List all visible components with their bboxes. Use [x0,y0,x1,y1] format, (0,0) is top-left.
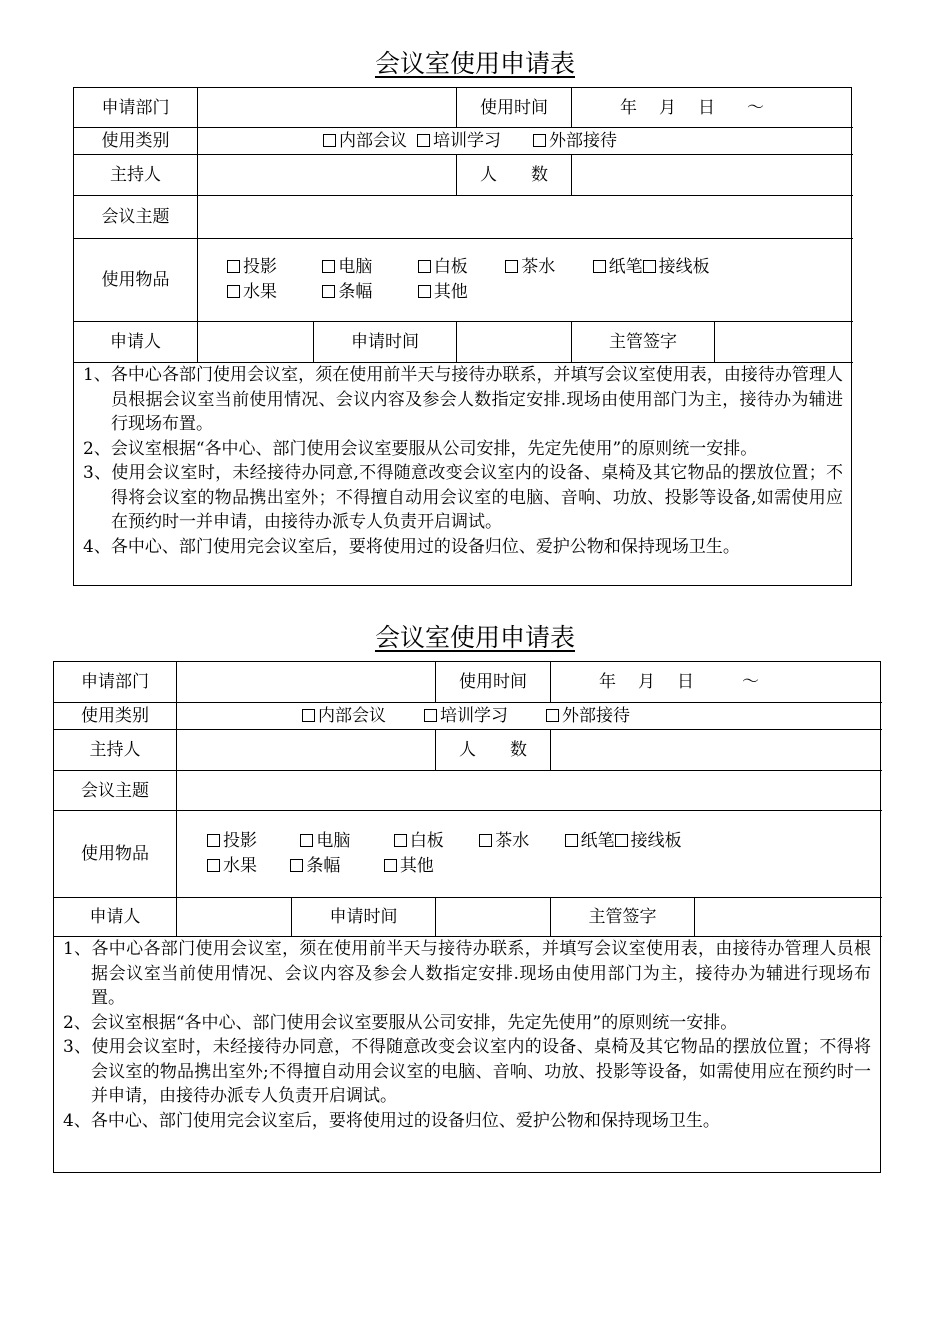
option-label: 培训学习 [440,706,508,726]
apply-time-label: 申请时间 [351,332,419,352]
item-label: 投影 [243,257,277,277]
item-projector[interactable] [207,829,257,854]
option-label: 外部接待 [562,706,630,726]
form-title: 会议室使用申请表 [374,49,575,78]
item-tea[interactable] [479,829,529,854]
host-input[interactable] [177,730,435,770]
applicant-label: 申请人 [110,332,161,352]
category-option-external[interactable] [546,705,630,727]
checkbox-icon [418,260,431,273]
items-options [198,239,852,321]
host-label: 主持人 [110,165,161,185]
item-label: 电脑 [338,257,373,277]
topic-label: 会议主题 [101,207,170,227]
rule-item: 1、各中心各部门使用会议室，须在使用前半天与接待办联系，并填写会议室使用表，由接待办管理人员根据会议室当前使用情况、会议内容及参会人数指定安排.现场由使用部门为主，接待办为辅进行现场布置。 [63,939,871,1008]
checkbox-icon [227,285,240,298]
use-time-label: 使用时间 [480,97,548,118]
item-label: 茶水 [521,257,556,277]
checkbox-icon [227,260,240,273]
item-label: 条幅 [306,856,341,876]
date-month: 月 [638,672,655,692]
items-label: 使用物品 [81,844,149,864]
date-day: 日 [698,97,715,118]
supervisor-signature-input[interactable] [695,898,881,936]
date-tilde: ～ [742,672,759,692]
use-time-input[interactable] [551,662,881,702]
dept-label: 申请部门 [81,672,149,692]
people-label: 人 数 [459,740,527,760]
category-label: 使用类别 [101,131,170,151]
checkbox-icon [615,834,628,847]
applicant-label: 申请人 [89,907,141,927]
item-label: 接线板 [658,257,710,277]
checkbox-icon [207,859,220,872]
category-option-internal[interactable] [323,130,407,152]
item-whiteboard[interactable] [394,829,444,854]
form-title: 会议室使用申请表 [374,623,575,652]
application-form [73,87,852,586]
item-fruit[interactable] [207,854,257,879]
item-label: 投影 [223,831,257,851]
item-fruit[interactable] [227,280,277,305]
apply-time-input[interactable] [436,898,550,936]
item-label: 其他 [399,856,434,876]
category-option-training[interactable] [424,705,508,727]
apply-time-input[interactable] [457,322,571,362]
rule-item: 4、各中心、部门使用完会议室后，要将使用过的设备归位、爱护公物和保持现场卫生。 [63,1110,720,1131]
date-year: 年 [599,672,616,692]
option-label: 内部会议 [318,706,386,726]
checkbox-icon [323,134,336,147]
rules-notes [83,363,843,559]
rule-item: 3、使用会议室时，未经接待办同意,不得随意改变会议室内的设备、桌椅及其它物品的摆放位置；不得将会议室的物品携出室外；不得擅自动用会议室的电脑、音响、功放、投影等设备,如需使用应在预约时一并申请，由接待办派专人负责开启调试。 [83,463,843,532]
item-label: 电脑 [316,831,351,851]
applicant-input[interactable] [177,898,291,936]
rule-item: 2、会议室根据“各中心、部门使用会议室要服从公司安排，先定先使用”的原则统一安排。 [83,438,758,459]
checkbox-icon [643,260,656,273]
checkbox-icon [322,285,335,298]
checkbox-icon [418,285,431,298]
item-paper-pen[interactable] [565,829,615,854]
application-form [53,661,881,1173]
checkbox-icon [417,134,430,147]
item-label: 其他 [433,282,468,302]
checkbox-icon [565,834,578,847]
category-options [198,128,852,154]
rule-item: 1、各中心各部门使用会议室，须在使用前半天与接待办联系，并填写会议室使用表，由接待办管理人员根据会议室当前使用情况、会议内容及参会人数指定安排.现场由使用部门为主，接待办为辅进行现场布置。 [83,365,843,434]
checkbox-icon [394,834,407,847]
checkbox-icon [207,834,220,847]
item-other[interactable] [384,854,434,879]
supervisor-label: 主管签字 [609,332,677,352]
rule-item: 4、各中心、部门使用完会议室后，要将使用过的设备归位、爱护公物和保持现场卫生。 [83,536,740,557]
item-label: 条幅 [338,282,373,302]
checkbox-icon [479,834,492,847]
checkbox-icon [593,260,606,273]
checkbox-icon [290,859,303,872]
date-year: 年 [620,97,637,118]
dept-input[interactable] [198,88,456,127]
item-computer[interactable] [300,829,350,854]
category-option-internal[interactable] [302,705,386,727]
item-computer[interactable] [322,255,372,280]
supervisor-label: 主管签字 [588,907,657,927]
option-label: 内部会议 [339,131,407,151]
category-option-training[interactable] [417,130,501,152]
date-month: 月 [659,97,676,118]
apply-time-label: 申请时间 [329,907,398,927]
item-label: 纸笔 [608,257,643,277]
use-time-label: 使用时间 [459,672,527,692]
topic-input[interactable] [177,771,881,810]
category-options [177,703,881,729]
rule-item: 2、会议室根据“各中心、部门使用会议室要服从公司安排，先定先使用”的原则统一安排。 [63,1012,738,1033]
item-label: 纸笔 [580,831,615,851]
checkbox-icon [384,859,397,872]
people-label: 人 数 [480,165,548,185]
checkbox-icon [533,134,546,147]
item-label: 接线板 [630,831,682,851]
item-label: 白板 [433,257,468,277]
option-label: 培训学习 [433,131,501,151]
items-label: 使用物品 [101,270,170,290]
item-label: 水果 [243,282,277,302]
use-time-input[interactable] [572,88,852,127]
host-input[interactable] [198,155,456,195]
item-other[interactable] [418,280,468,305]
item-tea[interactable] [505,255,555,280]
item-label: 水果 [223,856,257,876]
item-label: 白板 [409,831,444,851]
host-label: 主持人 [89,740,141,760]
item-power-strip[interactable] [643,255,710,280]
date-tilde: ～ [747,97,764,118]
option-label: 外部接待 [549,131,617,151]
dept-input[interactable] [177,662,435,702]
rule-item: 3、使用会议室时，未经接待办同意，不得随意改变会议室内的设备、桌椅及其它物品的摆放位置；不得将会议室的物品携出室外;不得擅自动用会议室的电脑、音响、功放、投影等设备，如需使用应在预约时一并申请，由接待办派专人负责开启调试。 [63,1037,871,1106]
items-options [177,811,881,897]
item-whiteboard[interactable] [418,255,468,280]
topic-label: 会议主题 [81,780,149,801]
item-banner[interactable] [322,280,372,305]
checkbox-icon [546,709,559,722]
item-banner[interactable] [290,854,340,879]
category-option-external[interactable] [533,130,617,152]
checkbox-icon [505,260,518,273]
people-input[interactable] [551,730,881,770]
rules-notes [63,937,871,1133]
item-paper-pen[interactable] [593,255,643,280]
checkbox-icon [322,260,335,273]
checkbox-icon [300,834,313,847]
item-projector[interactable] [227,255,277,280]
applicant-input[interactable] [198,322,313,362]
item-label: 茶水 [495,831,530,851]
checkbox-icon [424,709,437,722]
supervisor-signature-input[interactable] [715,322,852,362]
item-power-strip[interactable] [615,829,682,854]
people-input[interactable] [572,155,852,195]
category-label: 使用类别 [81,706,149,726]
date-day: 日 [677,672,694,692]
checkbox-icon [302,709,315,722]
dept-label: 申请部门 [101,97,170,118]
topic-input[interactable] [198,196,852,238]
